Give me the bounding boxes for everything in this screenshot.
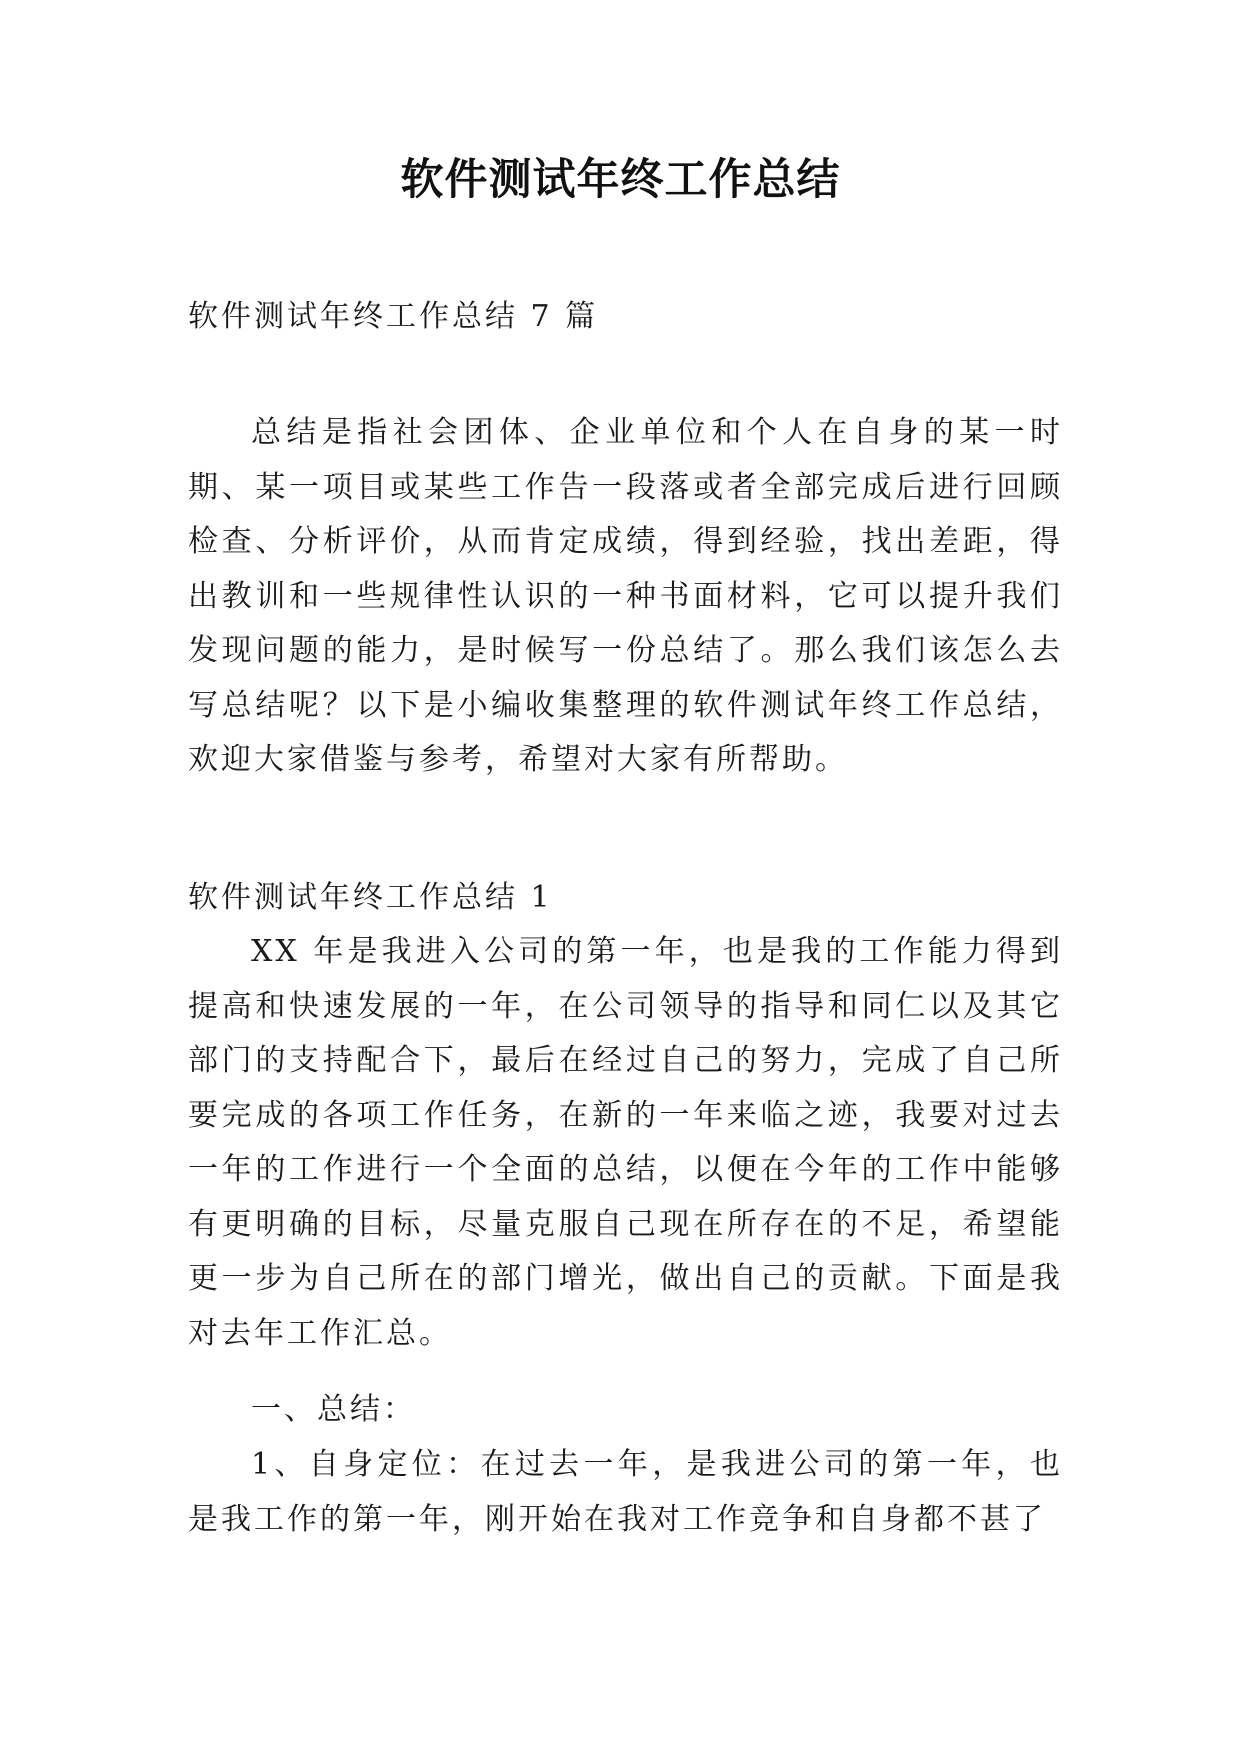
body-paragraph: XX 年是我进入公司的第一年，也是我的工作能力得到提高和快速发展的一年，在公司领导的指导和同仁以及其它部门的支持配合下，最后在经过自己的努力，完成了自己所要完成的各项工作任务，在新的一年来临之迹，我要对过去一年的工作进行一个全面的总结，以便在今年的工作中能够有更明确的目标，尽量克服自己现在所存在的不足，希望能更一步为自己所在的部门增光，做出自己的贡献。下面是我对去年工作汇总。 (188, 934, 1063, 1351)
document-subtitle: 软件测试年终工作总结 7 篇 (188, 299, 599, 334)
intro-paragraph: 总结是指社会团体、企业单位和个人在自身的某一时期、某一项目或某些工作告一段落或者全部完成后进行回顾检查、分析评价，从而肯定成绩，得到经验，找出差距，得出教训和一些规律性认识的一种书面材料，它可以提升我们发现问题的能力，是时候写一份总结了。那么我们该怎么去写总结呢？以下是小编收集整理的软件测试年终工作总结，欢迎大家借鉴与参考，希望对大家有所帮助。 (188, 415, 1063, 777)
list-heading: 一、总结： (251, 1392, 416, 1427)
section-heading: 软件测试年终工作总结 1 (188, 880, 553, 915)
list-item: 1、自身定位：在过去一年，是我进公司的第一年，也是我工作的第一年，刚开始在我对工作竞争和自身都不甚了 (188, 1447, 1063, 1537)
document-title: 软件测试年终工作总结 (400, 155, 841, 205)
